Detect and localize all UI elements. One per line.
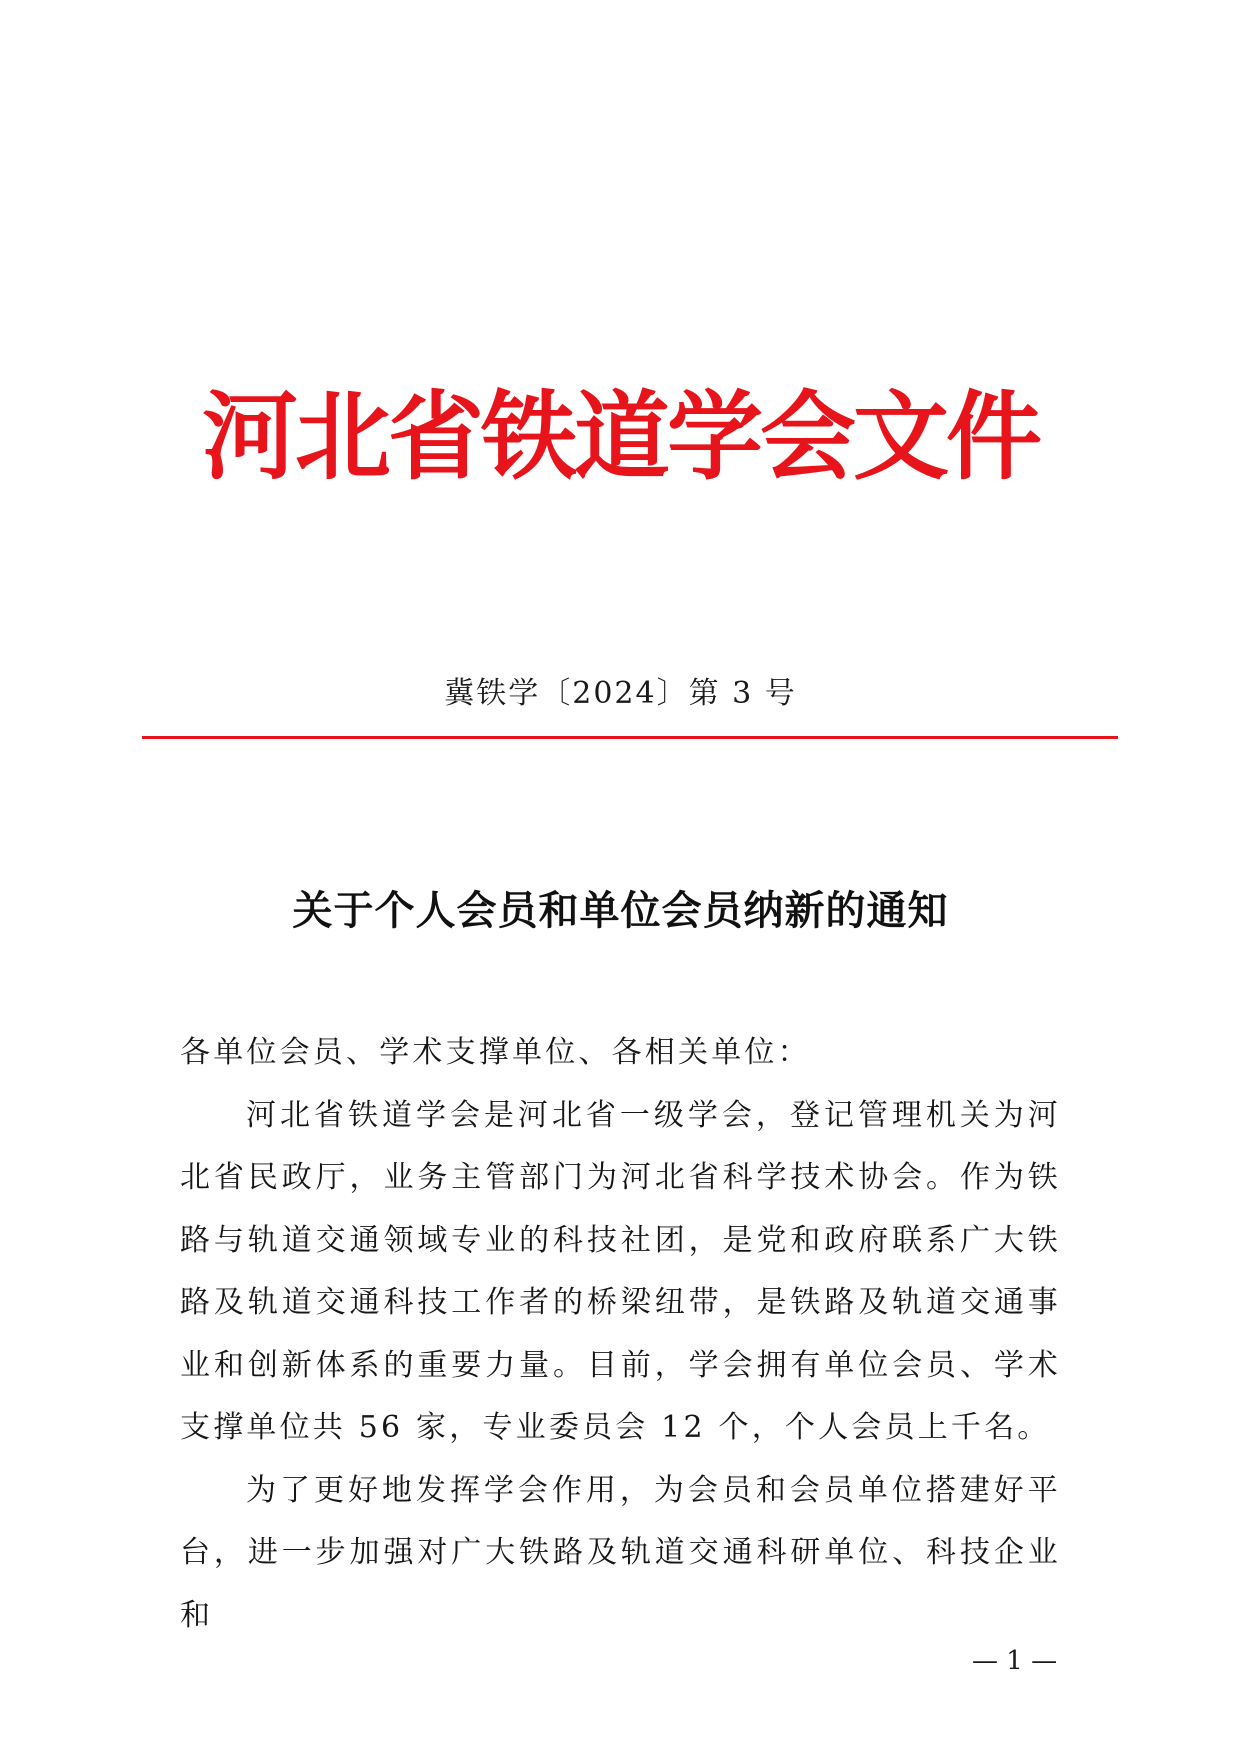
document-header-title: 河北省铁道学会文件 (202, 380, 1039, 493)
header-divider (142, 736, 1118, 739)
body-paragraph: 为了更好地发挥学会作用，为会员和会员单位搭建好平台，进一步加强对广大铁路及轨道交通科研单位、科技企业和 (180, 1472, 1061, 1633)
body-paragraph: 河北省铁道学会是河北省一级学会，登记管理机关为河北省民政厅，业务主管部门为河北省科学技术协会。作为铁路与轨道交通领域专业的科技社团，是党和政府联系广大铁路及轨道交通科技工作者的桥梁纽带，是铁路及轨道交通事业和创新体系的重要力量。目前，学会拥有单位会员、学术支撑单位共 56 家，专业委员会 12 个，个人会员上千名。 (180, 1097, 1061, 1445)
salutation: 各单位会员、学术支撑单位、各相关单位： (180, 1035, 811, 1070)
page-number: — 1 — (972, 1646, 1058, 1676)
notice-title: 关于个人会员和单位会员纳新的通知 (292, 887, 949, 934)
document-number: 冀铁学〔2024〕第 3 号 (444, 676, 797, 711)
notice-body (180, 1022, 1061, 1647)
